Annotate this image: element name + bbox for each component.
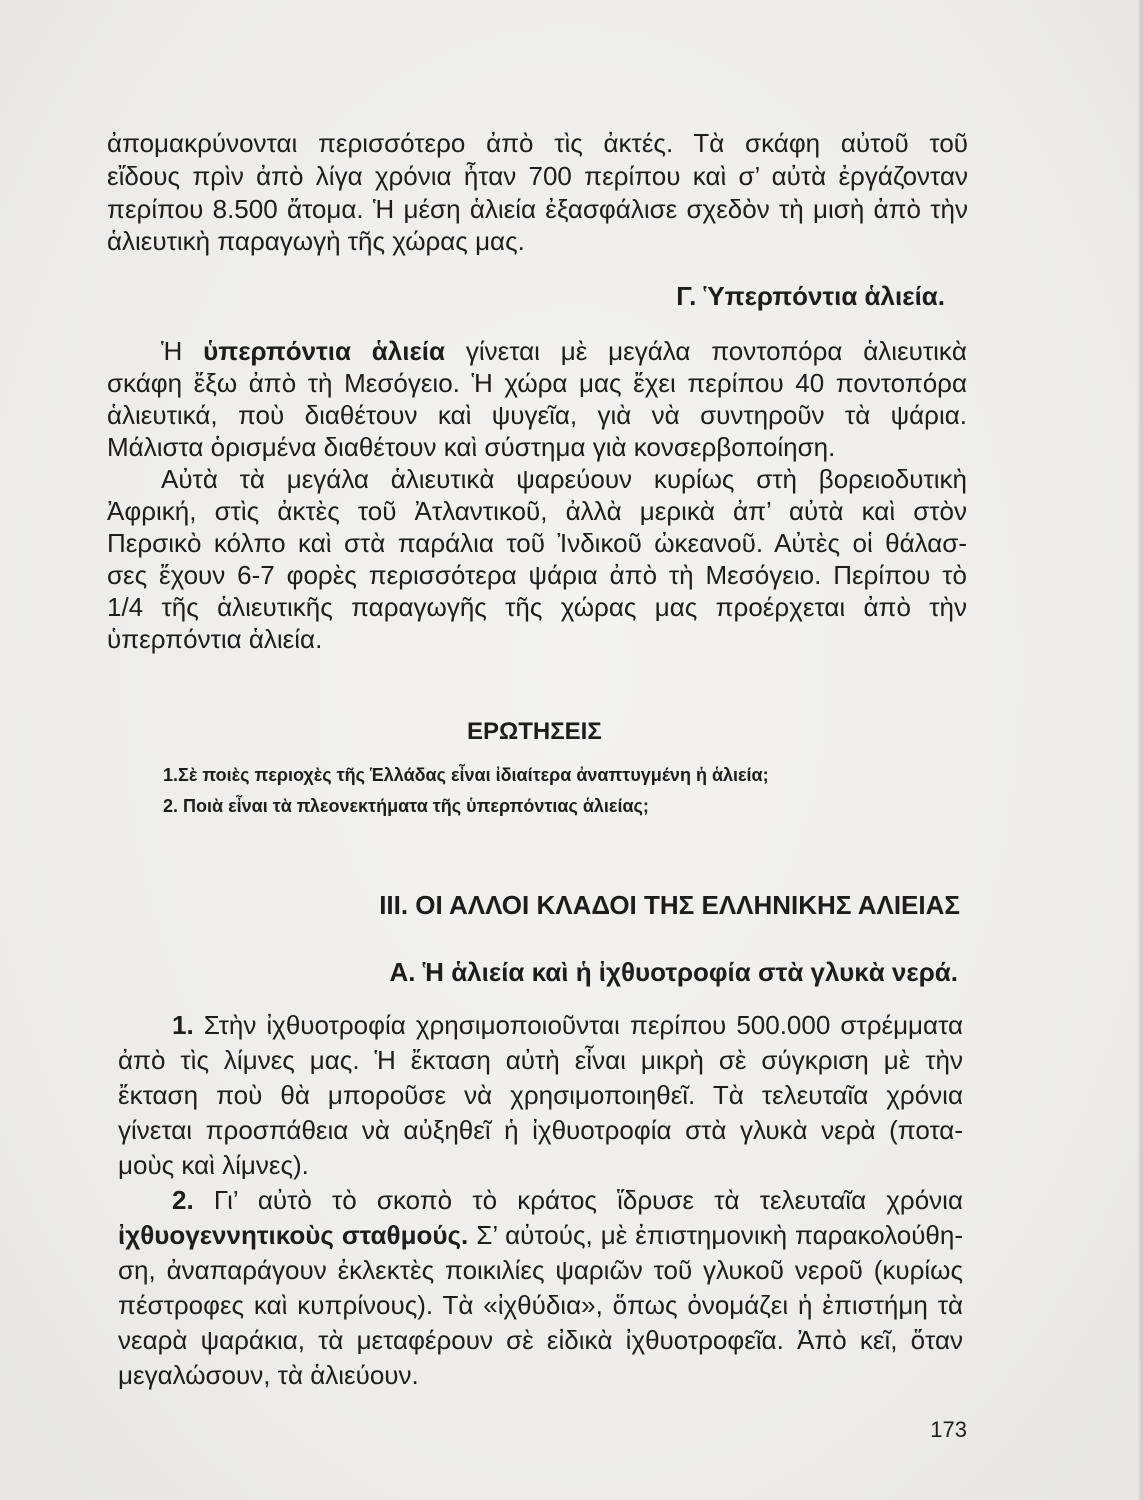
line-rest: Στὴν ἰχθυοτροφία χρησιμοποιοῦνται περίπου 500.000 στρέμματα: [203, 1010, 963, 1040]
paragraph-line: [118, 1043, 963, 1078]
line-text: [172, 1010, 963, 1040]
paragraph-line: [107, 335, 967, 367]
line-text: ἀπομακρύνονται περισσότερο ἀπὸ τὶς ἀκτές. Τὰ σκάφη αὐτοῦ τοῦ: [107, 128, 968, 158]
paragraph-line: [118, 1253, 963, 1288]
line-text: περίπου 8.500 ἄτομα. Ἡ μέση ἁλιεία ἐξασφάλισε σχεδὸν τὴ μισὴ ἀπὸ τὴν: [107, 193, 968, 224]
paragraph-line: [118, 1113, 963, 1148]
line-text: ἔκταση ποὺ θὰ μποροῦσε νὰ χρησιμοποιηθεῖ. Τὰ τελευταῖα χρόνια: [118, 1080, 963, 1110]
line-text: μεγαλώσουν, τὰ ἁλιεύουν.: [118, 1360, 419, 1390]
paragraph-line: [107, 431, 967, 463]
paragraph-line: [107, 559, 967, 591]
line-lead: Ἡ: [161, 336, 183, 366]
paragraph-line: [118, 1078, 963, 1113]
paragraph-line: [107, 591, 967, 623]
line-text: σκάφη ἔξω ἀπὸ τὴ Μεσόγειο. Ἡ χώρα μας ἔχει περίπου 40 ποντοπόρα: [107, 368, 967, 398]
paragraph-line: [118, 1358, 963, 1393]
line-text: σες ἔχουν 6-7 φορὲς περισσότερα ψάρια ἀπὸ τὴ Μεσόγειο. Περίπου τὸ: [107, 560, 967, 590]
line-text: [161, 336, 967, 366]
question-item: 2. Ποιὰ εἶναι τὰ πλεονεκτήματα τῆς ὑπερπόντιας ἁλιείας;: [163, 796, 649, 816]
paragraph-line: [118, 1183, 963, 1218]
line-text: μοὺς καὶ λίμνες).: [118, 1150, 309, 1180]
paragraph-line: [107, 225, 968, 258]
bold-term: ὑπερπόντια ἁλιεία: [203, 336, 445, 366]
line-text: ὑπερπόντια ἁλιεία.: [107, 624, 323, 654]
questions-title: ΕΡΩΤΗΣΕΙΣ: [467, 718, 602, 745]
line-text: Περσικὸ κόλπο καὶ στὰ παράλια τοῦ Ἰνδικοῦ ὠκεανοῦ. Αὐτὲς οἱ θάλασ-: [107, 528, 967, 558]
line-rest: Σ’ αὐτούς, μὲ ἐπιστημονικὴ παρακολούθη-: [476, 1220, 963, 1250]
paragraph-line: [118, 1218, 963, 1253]
line-text: νεαρὰ ψαράκια, τὰ μεταφέρουν σὲ εἰδικὰ ἰχθυοτροφεῖα. Ἀπὸ κεῖ, ὅταν: [118, 1325, 963, 1355]
line-text: ἀπὸ τὶς λίμνες μας. Ἡ ἔκταση αὐτὴ εἶναι μικρὴ σὲ σύγκριση μὲ τὴν: [118, 1045, 963, 1075]
paragraph-line: [118, 1288, 963, 1323]
line-text: γίνεται προσπάθεια νὰ αὐξηθεῖ ἡ ἰχθυοτροφία στὰ γλυκὰ νερὰ (ποτα-: [118, 1115, 963, 1145]
page-edge: [1138, 0, 1143, 1500]
section-g-body: [107, 335, 967, 655]
line-text: ἁλιευτικά, ποὺ διαθέτουν καὶ ψυγεῖα, γιὰ νὰ συντηροῦν τὰ ψάρια.: [107, 400, 967, 430]
line-text: [118, 1220, 963, 1250]
paragraph-number: 2.: [172, 1185, 194, 1215]
line-text: ση, ἀναπαράγουν ἐκλεκτὲς ποικιλίες ψαριῶν τοῦ γλυκοῦ νεροῦ (κυρίως: [118, 1255, 963, 1285]
paragraph-line: [107, 463, 967, 495]
paragraph-line: [107, 127, 968, 160]
paragraph-line: [107, 193, 968, 226]
line-rest: Γι’ αὐτὸ τὸ σκοπὸ τὸ κράτος ἵδρυσε τὰ τελευταῖα χρόνια: [213, 1185, 963, 1215]
paragraph-line: [107, 527, 967, 559]
paragraph-line: [107, 495, 967, 527]
paragraph-line: [107, 160, 968, 193]
line-text: [172, 1185, 963, 1215]
line-rest: γίνεται μὲ μεγάλα ποντοπόρα ἁλιευτικὰ: [465, 336, 967, 366]
continuation-paragraph: [107, 127, 968, 258]
line-text: Ἀφρική, στὶς ἀκτὲς τοῦ Ἀτλαντικοῦ, ἀλλὰ μερικὰ ἀπ’ αὐτὰ καὶ στὸν: [107, 496, 967, 526]
paragraph-number: 1.: [172, 1010, 194, 1040]
line-text: ἁλιευτικὴ παραγωγὴ τῆς χώρας μας.: [107, 226, 525, 257]
paragraph-line: [107, 399, 967, 431]
line-text: Μάλιστα ὁρισμένα διαθέτουν καὶ σύστημα γιὰ κονσερβοποίηση.: [107, 432, 836, 462]
paragraph-line: [107, 367, 967, 399]
section-a-body: [118, 1008, 963, 1393]
line-text: πέστροφες καὶ κυπρίνους). Τὰ «ἰχθύδια», ὅπως ὀνομάζει ἡ ἐπιστήμη τὰ: [118, 1290, 963, 1320]
line-text: εἴδους πρὶν ἀπὸ λίγα χρόνια ἦταν 700 περίπου καὶ σ’ αὐτὰ ἐργάζονταν: [107, 160, 968, 191]
line-text: 1/4 τῆς ἁλιευτικῆς παραγωγῆς τῆς χώρας μας προέρχεται ἀπὸ τὴν: [107, 592, 967, 622]
bold-term: ἰχθυογεννητικοὺς σταθμούς.: [118, 1220, 469, 1250]
line-text: Αὐτὰ τὰ μεγάλα ἁλιευτικὰ ψαρεύουν κυρίως στὴ βορειοδυτικὴ: [161, 464, 967, 494]
paragraph-line: [118, 1148, 963, 1183]
section-heading: Α. Ἡ ἁλιεία καὶ ἡ ἰχθυοτροφία στὰ γλυκὰ νερά.: [389, 957, 958, 987]
question-item: 1.Σὲ ποιὲς περιοχὲς τῆς Ἑλλάδας εἶναι ἰδιαίτερα ἀναπτυγμένη ἡ ἁλιεία;: [163, 765, 769, 785]
paragraph-line: [118, 1323, 963, 1358]
paragraph-line: [107, 623, 967, 655]
chapter-title: III. ΟΙ ΑΛΛΟΙ ΚΛΑΔΟΙ ΤΗΣ ΕΛΛΗΝΙΚΗΣ ΑΛΙΕΙΑΣ: [379, 890, 960, 920]
section-heading: Γ. Ὑπερπόντια ἁλιεία.: [676, 281, 945, 311]
page-number: 173: [930, 1417, 967, 1442]
paragraph-line: [118, 1008, 963, 1043]
